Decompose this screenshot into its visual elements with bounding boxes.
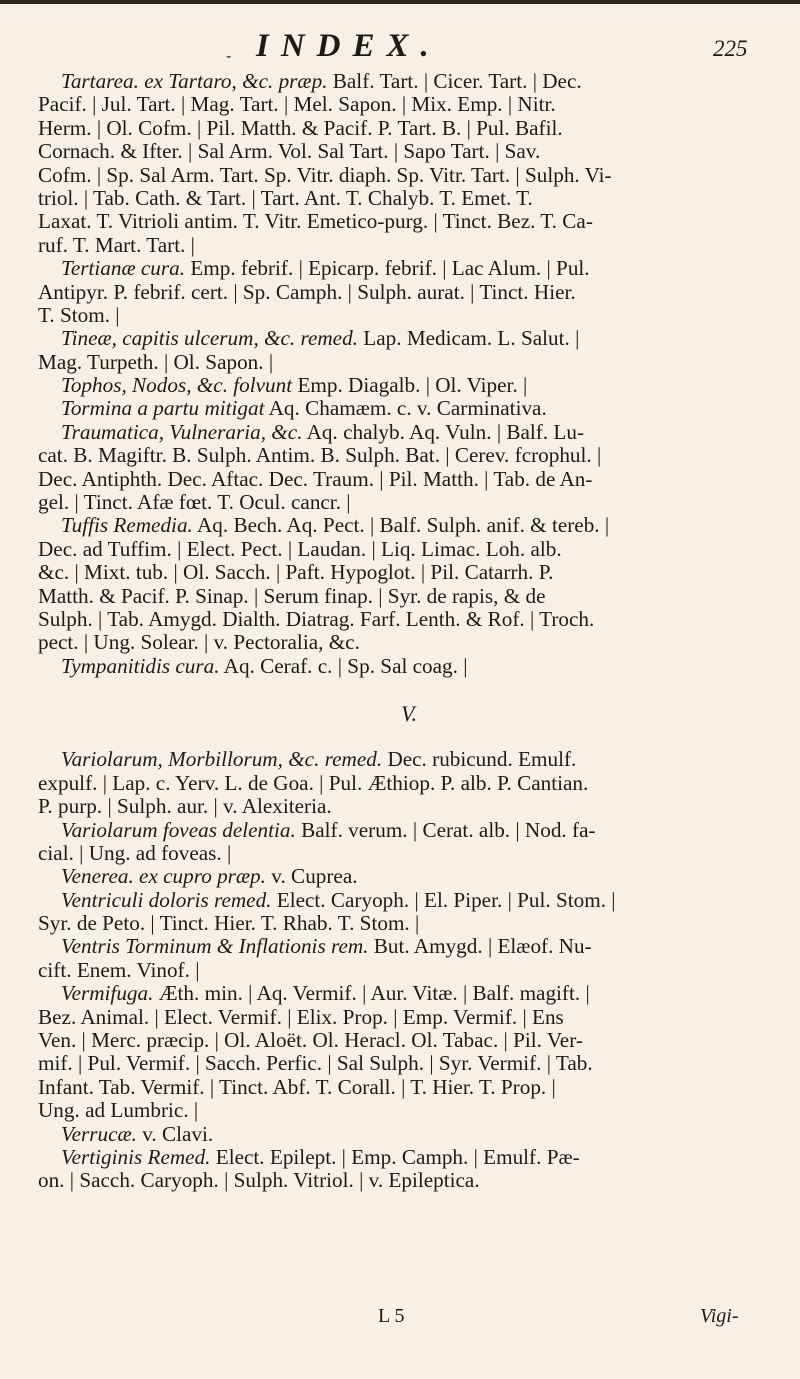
entry-heading: Tertianæ cura.	[61, 256, 186, 281]
entry-text: Elect. Caryoph. | El. Piper. | Pul. Stom. |	[271, 887, 616, 912]
entry-heading: Tineæ, capitis ulcerum, &c. remed.	[61, 326, 358, 351]
entry-text: Cofm. | Sp. Sal Arm. Tart. Sp. Vitr. diaph. Sp. Vitr. Tart. | Sulph. Vi-	[38, 162, 612, 187]
entry-text: Infant. Tab. Vermif. | Tinct. Abf. T. Corall. | T. Hier. T. Prop. |	[38, 1074, 556, 1099]
entry-text: v. Cuprea.	[265, 864, 358, 889]
entry-heading: Venerea. ex cupro præp.	[61, 864, 266, 889]
index-entry-line	[38, 468, 770, 491]
index-entry-line	[38, 234, 770, 257]
entry-text: Aq. Chamæm. c. v. Carminativa.	[264, 396, 547, 421]
index-entry-line	[38, 1123, 770, 1146]
index-entry-line	[38, 1146, 770, 1169]
index-entry-line	[38, 1029, 770, 1052]
entry-text: Ung. ad Lumbric. |	[38, 1098, 199, 1123]
entry-text: Pacif. | Jul. Tart. | Mag. Tart. | Mel. Sapon. | Mix. Emp. | Nitr.	[38, 92, 556, 117]
index-entry-line	[38, 865, 770, 888]
entry-text: cat. B. Magiftr. B. Sulph. Antim. B. Sulph. Bat. | Cerev. fcrophul. |	[38, 443, 602, 468]
entry-text: Antipyr. P. febrif. cert. | Sp. Camph. | Sulph. aurat. | Tinct. Hier.	[38, 279, 576, 304]
entry-heading: Tuffis Remedia.	[61, 513, 193, 538]
entry-text: Lap. Medicam. L. Salut. |	[357, 326, 580, 351]
entry-text: v. Clavi.	[136, 1121, 214, 1146]
index-entry-line	[38, 257, 770, 280]
index-entry-line	[38, 93, 770, 116]
index-entry-line	[38, 748, 770, 771]
entry-text: Laxat. T. Vitrioli antim. T. Vitr. Emetico-purg. | Tinct. Bez. T. Ca-	[38, 209, 593, 234]
entry-text: Æth. min. | Aq. Vermif. | Aur. Vitæ. | Balf. magift. |	[153, 981, 590, 1006]
index-entry-line	[38, 842, 770, 865]
catchword: Vigi-	[700, 1305, 739, 1327]
entry-text: Aq. Ceraf. c. | Sp. Sal coag. |	[219, 653, 468, 678]
entry-heading: Traumatica, Vulneraria, &c.	[61, 419, 303, 444]
running-header	[0, 28, 800, 68]
section-letter-v: V.	[400, 700, 418, 726]
index-entry-line	[38, 935, 770, 958]
entry-text: Balf. verum. | Cerat. alb. | Nod. fa-	[295, 817, 596, 842]
index-entry-line	[38, 304, 770, 327]
entry-text: cial. | Ung. ad foveas. |	[38, 840, 232, 865]
entry-text: Elect. Epilept. | Emp. Camph. | Emulf. Pæ-	[210, 1144, 580, 1169]
index-entry-line	[38, 117, 770, 140]
entry-text: mif. | Pul. Vermif. | Sacch. Perfic. | Sal Sulph. | Syr. Vermif. | Tab.	[38, 1051, 593, 1076]
index-entry-line	[38, 631, 770, 654]
entry-text: But. Amygd. | Elæof. Nu-	[368, 934, 592, 959]
entry-text: Cornach. & Ifter. | Sal Arm. Vol. Sal Tart. | Sapo Tart. | Sav.	[38, 139, 541, 164]
entry-text: &c. | Mixt. tub. | Ol. Sacch. | Paft. Hypoglot. | Pil. Catarrh. P.	[38, 560, 554, 585]
entry-heading: Ventris Torminum & Inflationis rem.	[61, 934, 369, 959]
index-entry-line	[38, 1099, 770, 1122]
index-entry-line	[38, 1076, 770, 1099]
entry-heading: Tormina a partu mitigat	[61, 396, 265, 421]
index-entry-line	[38, 491, 770, 514]
index-entry-line	[38, 795, 770, 818]
index-entry-line	[38, 982, 770, 1005]
index-entry-line	[38, 327, 770, 350]
index-entry-line	[38, 351, 770, 374]
index-entry-line	[38, 164, 770, 187]
index-entry-line	[38, 889, 770, 912]
index-entry-line	[38, 561, 770, 584]
entry-heading: Variolarum foveas delentia.	[61, 817, 296, 842]
index-entry-line	[38, 444, 770, 467]
entry-text: triol. | Tab. Cath. & Tart. | Tart. Ant. T. Chalyb. T. Emet. T.	[38, 185, 533, 210]
index-entry-line	[38, 397, 770, 420]
index-entry-line	[38, 538, 770, 561]
entry-heading: Variolarum, Morbillorum, &c. remed.	[61, 747, 383, 772]
page-title: INDEX.	[256, 28, 441, 64]
entry-text: Ven. | Merc. præcip. | Ol. Aloët. Ol. Heracl. Ol. Tabac. | Pil. Ver-	[38, 1028, 583, 1053]
index-entry-line	[38, 772, 770, 795]
entry-heading: Vermifuga.	[61, 981, 154, 1006]
index-entry-line	[38, 959, 770, 982]
entry-text: Dec. ad Tuffim. | Elect. Pect. | Laudan. | Liq. Limac. Loh. alb.	[38, 536, 562, 561]
index-entry-line	[38, 281, 770, 304]
index-entry-line	[38, 608, 770, 631]
entry-text: Syr. de Peto. | Tinct. Hier. T. Rhab. T. Stom. |	[38, 911, 420, 936]
entry-text: T. Stom. |	[38, 302, 120, 327]
entry-text: Aq. chalyb. Aq. Vuln. | Balf. Lu-	[302, 419, 585, 444]
entry-heading: Ventriculi doloris remed.	[61, 887, 272, 912]
index-entry-line	[38, 421, 770, 444]
entry-text: Bez. Animal. | Elect. Vermif. | Elix. Prop. | Emp. Vermif. | Ens	[38, 1004, 564, 1029]
index-entry-line	[38, 1052, 770, 1075]
entry-text: cift. Enem. Vinof. |	[38, 957, 200, 982]
entry-text: Aq. Bech. Aq. Pect. | Balf. Sulph. anif. & tereb. |	[192, 513, 610, 538]
index-entry-line	[38, 585, 770, 608]
signature-mark: L 5	[378, 1305, 405, 1327]
entry-text: gel. | Tinct. Afæ fœt. T. Ocul. cancr. |	[38, 490, 351, 515]
entry-text: Herm. | Ol. Cofm. | Pil. Matth. & Pacif. P. Tart. B. | Pul. Bafil.	[38, 115, 563, 140]
entry-heading: Vertiginis Remed.	[61, 1144, 211, 1169]
index-entry-line	[38, 374, 770, 397]
index-entry-line	[38, 210, 770, 233]
index-entry-line	[38, 819, 770, 842]
index-entry-line	[38, 1006, 770, 1029]
entry-text: Dec. Antiphth. Dec. Aftac. Dec. Traum. | Pil. Matth. | Tab. de An-	[38, 466, 593, 491]
entry-text: Dec. rubicund. Emulf.	[382, 747, 577, 772]
entry-text: on. | Sacch. Caryoph. | Sulph. Vitriol. | v. Epileptica.	[38, 1168, 480, 1193]
entry-text: Mag. Turpeth. | Ol. Sapon. |	[38, 349, 274, 374]
entry-text: pect. | Ung. Solear. | v. Pectoralia, &c.	[38, 630, 360, 655]
entry-text: P. purp. | Sulph. aur. | v. Alexiteria.	[38, 794, 332, 819]
index-entry-line	[38, 140, 770, 163]
index-section-v	[38, 748, 770, 1192]
index-entry-line	[38, 655, 770, 678]
index-text	[38, 70, 770, 1193]
index-section-t	[38, 70, 770, 678]
entry-text: Balf. Tart. | Cicer. Tart. | Dec.	[327, 69, 582, 93]
entry-text: Emp. Diagalb. | Ol. Viper. |	[292, 373, 528, 398]
entry-text: ruf. T. Mart. Tart. |	[38, 232, 195, 257]
entry-text: Emp. febrif. | Epicarp. febrif. | Lac Alum. | Pul.	[185, 256, 590, 281]
entry-heading: Tympanitidis cura.	[61, 653, 220, 678]
index-entry-line	[38, 912, 770, 935]
index-entry-line	[38, 514, 770, 537]
entry-text: Matth. & Pacif. P. Sinap. | Serum finap. | Syr. de rapis, & de	[38, 583, 546, 608]
index-entry-line	[38, 70, 770, 93]
index-entry-line	[38, 1169, 770, 1192]
page-number: 225	[713, 36, 748, 61]
entry-text: Sulph. | Tab. Amygd. Dialth. Diatrag. Farf. Lenth. & Rof. | Troch.	[38, 606, 595, 631]
entry-text: expulf. | Lap. c. Yerv. L. de Goa. | Pul. Æthiop. P. alb. P. Cantian.	[38, 770, 589, 795]
entry-heading: Tartarea. ex Tartaro, &c. præp.	[61, 69, 328, 93]
top-edge-rule	[0, 0, 800, 4]
entry-heading: Tophos, Nodos, &c. folvunt	[61, 373, 293, 398]
header-mark: -	[226, 46, 232, 65]
entry-heading: Verrucæ.	[61, 1121, 137, 1146]
index-entry-line	[38, 187, 770, 210]
